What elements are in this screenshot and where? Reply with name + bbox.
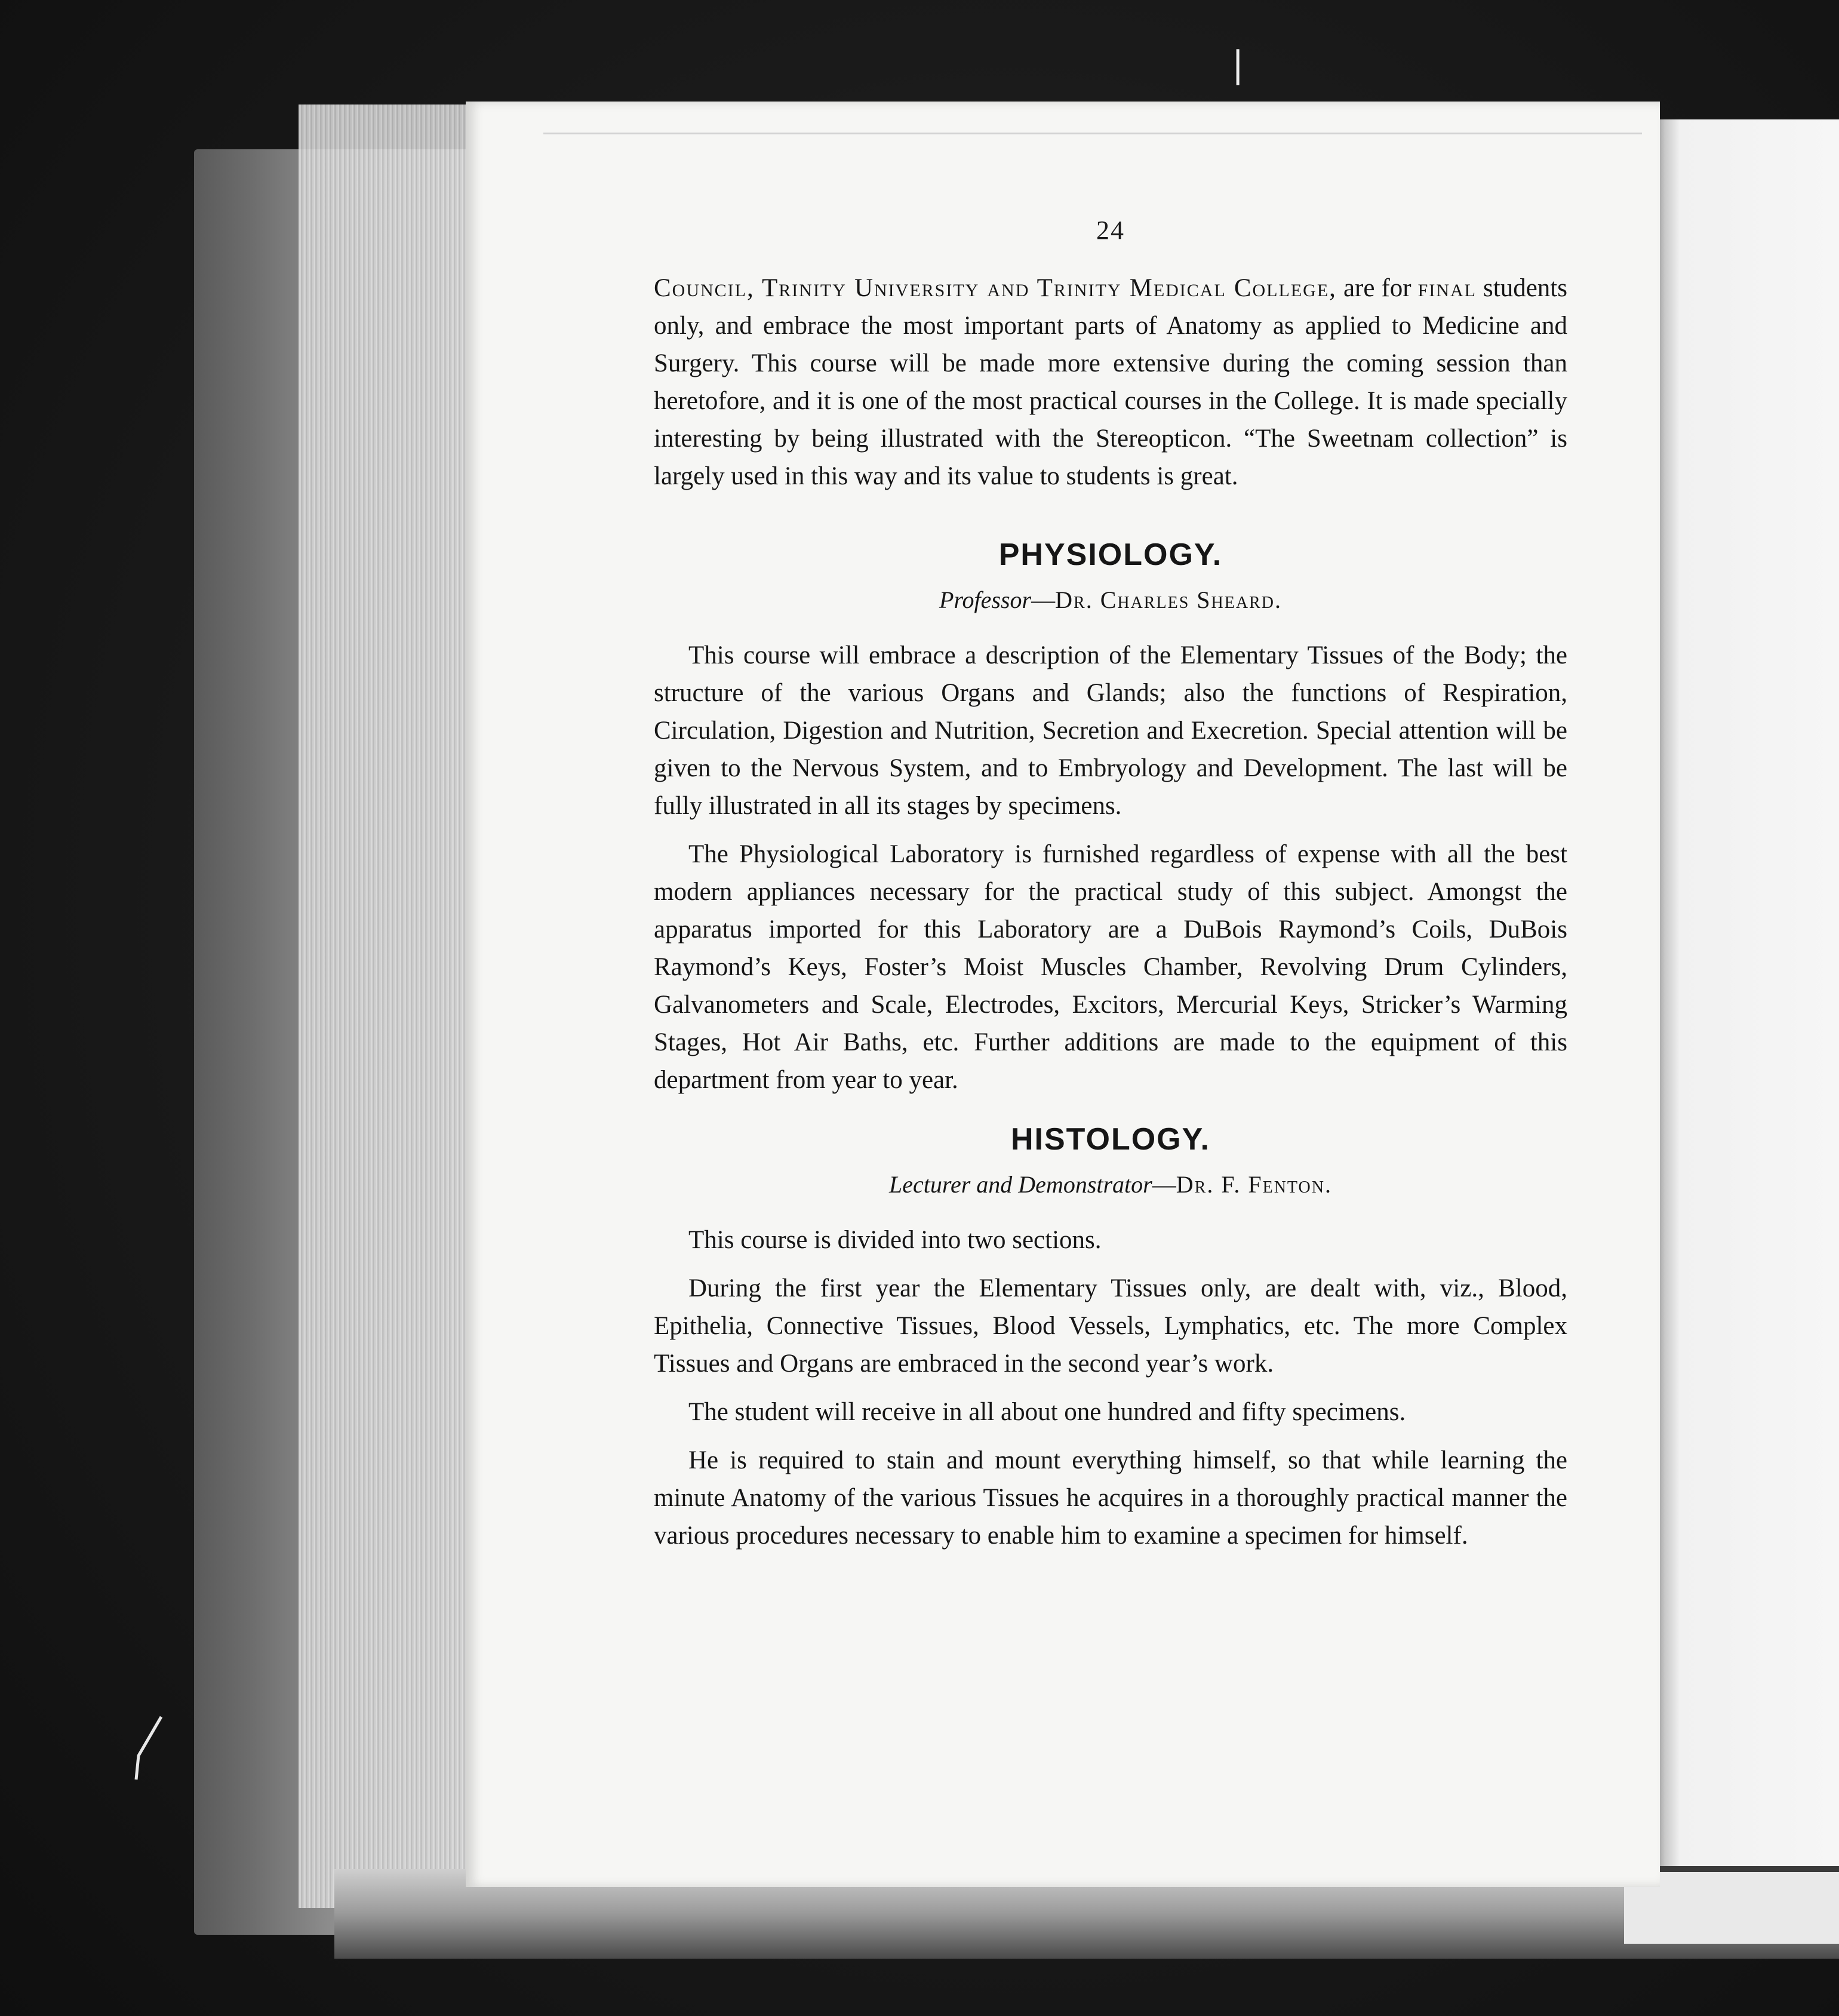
pencil-mark [131, 1714, 167, 1785]
physiology-paragraph: This course will embrace a description of the Elementary Tissues of the Body; the structure of the various Organs and Glands; also the functions of Respiration, Circulation, Digestion and Nutrition, Secretion and Execretion. Special attention will be given to the Nervous System, and to Embryology and Development. The last will be fully illustrated in all its stages by specimens. [654, 641, 1567, 820]
page-text-block [654, 215, 1567, 1554]
physiology-role: Professor [939, 586, 1032, 613]
histology-paragraph: During the first year the Elementary Tissues only, are dealt with, viz., Blood, Epithelia, Connective Tissues, Blood Vessels, Lymphatics, etc. The more Complex Tissues and Organs are embraced in the second year’s work. [654, 1274, 1567, 1378]
intro-caps-lead: Council, Trinity University and Trinity Medical College, [654, 274, 1337, 302]
page-edges [299, 105, 478, 1908]
histology-paragraph: The student will receive in all about one hundred and fifty specimens. [688, 1398, 1406, 1426]
intro-final-word: final [1417, 274, 1477, 302]
page-top-rule [543, 133, 1642, 134]
histology-dash: — [1152, 1171, 1176, 1198]
histology-staff-line [654, 1170, 1567, 1198]
facing-page [1654, 119, 1839, 1899]
physiology-name: Dr. Charles Sheard. [1055, 586, 1282, 613]
intro-text-a: are for [1336, 274, 1418, 302]
scan-mark: ❘ [1223, 45, 1253, 84]
physiology-paragraph: The Physiological Laboratory is furnished regardless of expense with all the best modern appliances necessary for the practical study of this subject. Amongst the apparatus imported for this Laboratory are a DuBois Raymond’s Coils, DuBois Raymond’s Keys, Foster’s Moist Muscles Chamber, Revolving Drum Cylinders, Galvanometers and Scale, Electrodes, Excitors, Mercurial Keys, Stricker’s Warming Stages, Hot Air Baths, etc. Further additions are made to the equipment of this department from year to year. [654, 840, 1567, 1094]
histology-paragraph: This course is divided into two sections. [688, 1226, 1102, 1254]
physiology-dash: — [1031, 586, 1056, 613]
histology-heading: HISTOLOGY. [1011, 1122, 1210, 1157]
histology-name: Dr. F. Fenton. [1176, 1171, 1332, 1198]
page-number: 24 [1096, 216, 1125, 245]
intro-text-b: students only, and embrace the most important parts of Anatomy as applied to Medicine and Surgery. This course will be made more extensive during the coming session than heretofore, and it is one of the most practical courses in the College. It is made specially interesting by being illustrated with the Stereopticon. “The Sweetnam collection” is largely used in this way and its value to students is great. [654, 274, 1567, 490]
intro-paragraph [654, 269, 1567, 495]
histology-paragraph: He is required to stain and mount everything himself, so that while learning the minute Anatomy of the various Tissues he acquires in a thoroughly practical manner the various procedures necessary to enable him to examine a specimen for himself. [654, 1446, 1567, 1550]
physiology-heading: PHYSIOLOGY. [998, 537, 1223, 572]
physiology-staff-line [654, 586, 1567, 614]
histology-role: Lecturer and Demonstrator [889, 1171, 1152, 1198]
